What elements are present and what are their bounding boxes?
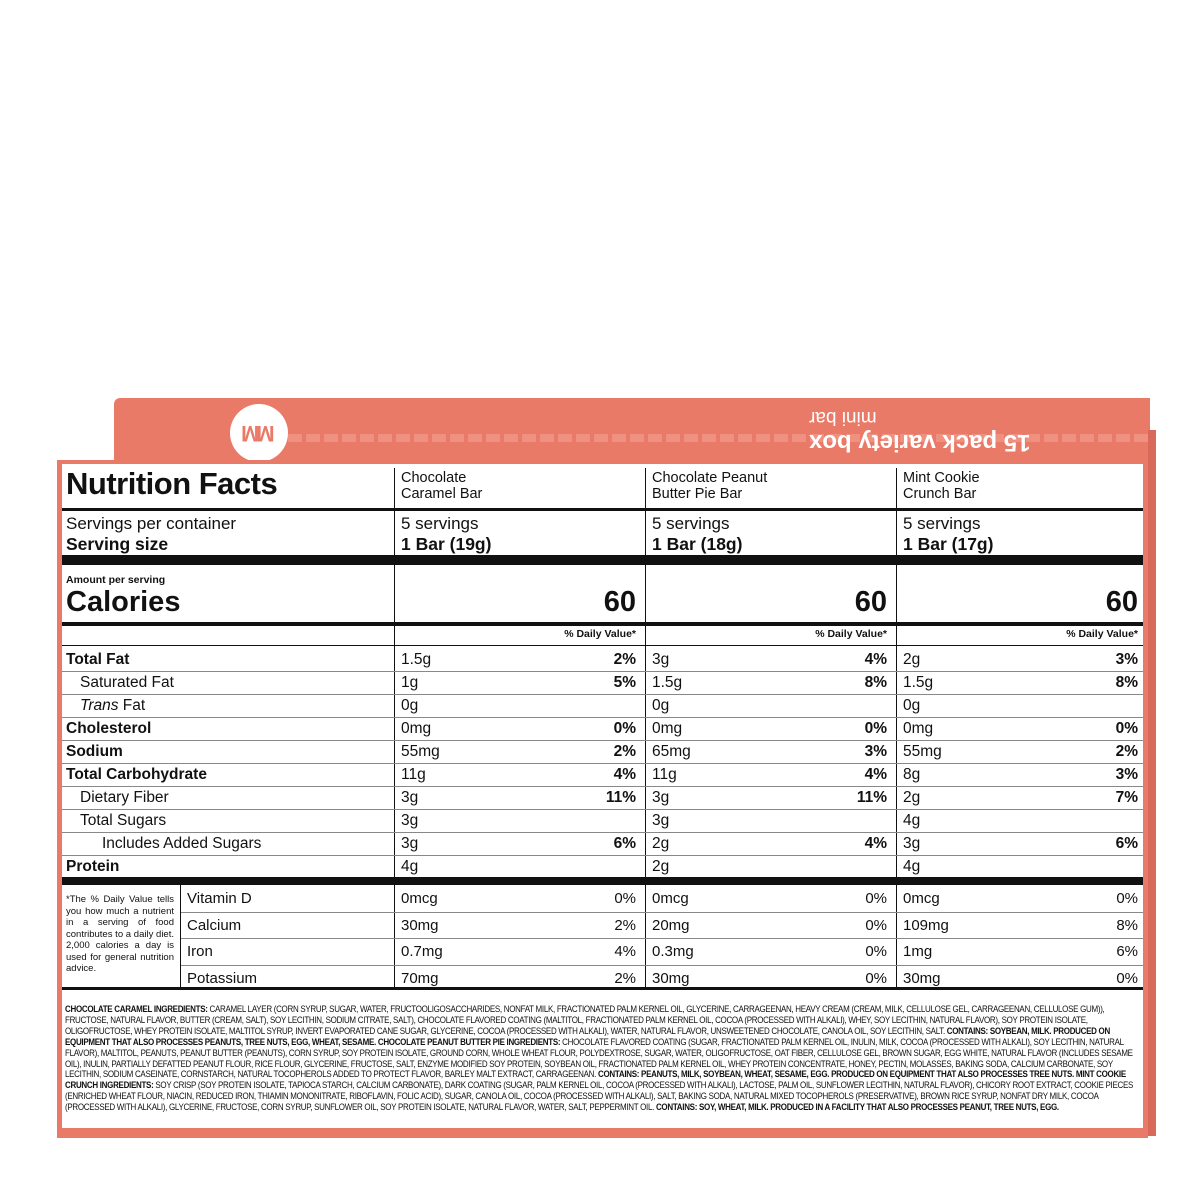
nutrient-dv: 3% — [864, 743, 887, 760]
nutrient-label: Trans Fat — [80, 697, 146, 714]
nutrient-amount: 4g — [401, 858, 419, 875]
nutrient-dv: 0% — [1115, 720, 1138, 737]
vitamin-row — [62, 938, 1143, 965]
vitamin-amount: 0.7mg — [401, 943, 443, 960]
nutrient-row — [62, 809, 1143, 832]
nutrient-label: Dietary Fiber — [80, 789, 169, 806]
vitamin-amount: 0mcg — [401, 890, 438, 907]
nutrient-row — [62, 763, 1143, 786]
rule — [62, 645, 1143, 646]
vitamin-row — [62, 912, 1143, 939]
nutrient-dv: 5% — [613, 674, 636, 691]
label-title: Nutrition Facts — [66, 466, 278, 501]
product-name: Mint Cookie Crunch Bar — [903, 470, 980, 502]
nutrient-dv: 4% — [864, 835, 887, 852]
nutrient-dv: 4% — [864, 651, 887, 668]
nutrient-row — [62, 740, 1143, 763]
nutrient-amount: 0mg — [903, 720, 934, 737]
vitamin-dv: 0% — [865, 890, 887, 907]
vitamin-row — [62, 885, 1143, 912]
vitamin-row — [62, 965, 1143, 992]
ingredients-segment: CONTAINS: PEANUTS, MILK, SOYBEAN, WHEAT, SESAME, EGG. PRODUCED ON EQUIPMENT THAT ALSO PROCESSES TREE NUTS. MINT COOKIE CRUNCH INGREDIENTS: — [65, 1069, 1126, 1091]
nutrient-dv: 4% — [613, 766, 636, 783]
nutrient-dv: 0% — [613, 720, 636, 737]
nutrient-dv: 6% — [613, 835, 636, 852]
nutrient-amount: 3g — [903, 835, 921, 852]
nutrient-dv: 11% — [605, 789, 636, 806]
serving-size-value: 1 Bar (19g) — [401, 534, 492, 554]
nutrient-dv: 2% — [613, 743, 636, 760]
nutrient-amount: 65mg — [652, 743, 691, 760]
nutrient-amount: 1.5g — [652, 674, 683, 691]
nutrient-amount: 2g — [652, 835, 670, 852]
vitamin-label: Iron — [187, 943, 213, 960]
ingredients-segment: CARAMEL LAYER (CORN SYRUP, SUGAR, WATER, FRUCTOOLIGOSACCHARIDES, NONFAT MILK, FRACTIONATED PALM KERNEL OIL, GLYCERINE, CARRAGEENAN, HEAVY CREAM (CREAM, MILK, CELLULOSE GEL, CARRAGEENAN, CELLULOSE GUM)), FRUCTOSE, NATURAL FLAVOR, BUTTER (CREAM, SALT), SOY LECITHIN, SODIUM CITRATE, SALT), CHOCOLATE FLAVORED COATING (MALTITOL, FRACTIONATED PALM KERNEL OIL, COCOA (PROCESSED WITH ALKALI), WHEY, SOY LECITHIN, NATURAL FLAVOR), SOY PROTEIN ISOLATE, OLIGOFRUCTOSE, WHEY PROTEIN ISOLATE, MALTITOL SYRUP, INVERT EVAPORATED CANE SUGAR, GLYCERINE, COCOA (PROCESSED WITH ALKALI), WATER, NATURAL FLAVOR, UNSWEETENED CHOCOLATE, CANOLA OIL, SOY LECITHIN, SALT. — [65, 1004, 1105, 1036]
nutrient-dv: 7% — [1115, 789, 1138, 806]
nutrient-amount: 3g — [401, 789, 419, 806]
servings-value: 5 servings — [401, 514, 479, 533]
nutrient-amount: 8g — [903, 766, 921, 783]
nutrient-amount: 0mg — [652, 720, 683, 737]
rule — [62, 555, 1143, 565]
nutrient-label: Protein — [66, 858, 120, 875]
vitamin-amount: 0mcg — [903, 890, 940, 907]
nutrient-label: Includes Added Sugars — [102, 835, 262, 852]
nutrient-amount: 4g — [903, 858, 921, 875]
nutrient-amount: 3g — [652, 789, 670, 806]
lid-text — [809, 406, 1030, 456]
nutrient-amount: 11g — [401, 766, 426, 783]
nutrient-row — [62, 648, 1143, 671]
rule — [62, 508, 1143, 511]
calories-label: Calories — [66, 586, 181, 618]
nutrient-amount: 2g — [903, 651, 921, 668]
daily-value-header: % Daily Value* — [815, 628, 887, 640]
nutrient-dv: 2% — [613, 651, 636, 668]
calories-value: 60 — [854, 586, 887, 618]
nutrient-amount: 3g — [401, 835, 419, 852]
vitamin-dv: 6% — [1116, 943, 1138, 960]
nutrient-row — [62, 855, 1143, 878]
nutrient-label: Total Sugars — [80, 812, 167, 829]
servings-per-container-label: Servings per container — [66, 514, 237, 533]
ingredients-segment: CONTAINS: SOY, WHEAT, MILK. PRODUCED IN A FACILITY THAT ALSO PROCESSES PEANUT, TREE NUTS, EGG. — [655, 1102, 1059, 1113]
nutrient-amount: 1g — [401, 674, 419, 691]
nutrient-amount: 2g — [652, 858, 670, 875]
nutrient-amount: 0g — [903, 697, 921, 714]
vitamin-dv: 0% — [1116, 969, 1138, 987]
nutrient-row — [62, 671, 1143, 694]
serving-size-value: 1 Bar (18g) — [652, 534, 743, 554]
nutrient-amount: 1.5g — [401, 651, 432, 668]
box-front — [57, 460, 1148, 1138]
vitamin-amount: 70mg — [401, 969, 439, 987]
vitamin-amount: 30mg — [903, 969, 941, 987]
nutrient-label: Saturated Fat — [80, 674, 174, 691]
nutrient-label: Total Carbohydrate — [66, 766, 207, 783]
ingredients-segment: CONTAINS: SOYBEAN, MILK. PRODUCED ON EQUIPMENT THAT ALSO PROCESSES PEANUTS, TREE NUTS, EGG, WHEAT, SESAME. CHOCOLATE PEANUT BUTTER PIE INGREDIENTS: — [65, 1025, 1110, 1047]
daily-value-footnote: *The % Daily Value tells you how much a nutrient in a serving of food contributes to a daily diet. 2,000 calories a day is used for general nutrition advice. — [66, 894, 174, 974]
nutrient-amount: 0g — [652, 697, 670, 714]
nutrient-amount: 1.5g — [903, 674, 934, 691]
footnote-divider — [180, 885, 181, 987]
nutrient-amount: 55mg — [903, 743, 942, 760]
ingredients-segment: SOY CRISP (SOY PROTEIN ISOLATE, TAPIOCA STARCH, CALCIUM CARBONATE), DARK COATING (SUGAR, PALM KERNEL OIL, COCOA (PROCESSED WITH ALKALI), LACTOSE, PALM OIL, SUNFLOWER LECITHIN, NATURAL FLAVOR), CHICORY ROOT EXTRACT, COOKIE PIECES (ENRICHED WHEAT FLOUR, NIACIN, REDUCED IRON, THIAMIN MONONITRATE, RIBOFLAVIN, FOLIC ACID), SUGAR, CANOLA OIL, COCOA (PROCESSED WITH ALKALI), SALT, BAKING SODA, NATURAL MIXED TOCOPHEROLS (PRESERVATIVE), BROWN RICE SYRUP, NONFAT DRY MILK, COCOA (PROCESSED WITH ALKALI), GLYCERINE, FRUCTOSE, CORN SYRUP, SUNFLOWER OIL, SOY PROTEIN ISOLATE, NATURAL FLAVOR, WATER, SALT, PEPPERMINT OIL. — [65, 1080, 1134, 1113]
rule — [62, 877, 1143, 885]
nutrient-dv: 11% — [856, 789, 887, 806]
brand-logo: MM — [230, 404, 288, 462]
nutrient-label: Cholesterol — [66, 720, 152, 737]
nutrient-amount: 0mg — [401, 720, 432, 737]
nutrition-panel — [62, 464, 1143, 1128]
daily-value-header: % Daily Value* — [1066, 628, 1138, 640]
serving-size-value: 1 Bar (17g) — [903, 534, 994, 554]
nutrient-label: Total Fat — [66, 651, 130, 668]
product-name: Chocolate Caramel Bar — [401, 470, 483, 502]
ingredients-text — [65, 1004, 1136, 1113]
nutrient-row — [62, 717, 1143, 740]
nutrient-dv: 0% — [864, 720, 887, 737]
amount-per-serving: Amount per serving — [66, 574, 166, 586]
nutrient-amount: 0g — [401, 697, 419, 714]
nutrient-amount: 3g — [401, 812, 419, 829]
servings-value: 5 servings — [903, 514, 981, 533]
ingredients-segment: CHOCOLATE CARAMEL INGREDIENTS: — [65, 1004, 210, 1014]
nutrient-amount: 4g — [903, 812, 921, 829]
vitamin-amount: 30mg — [652, 969, 690, 987]
nutrient-row — [62, 786, 1143, 809]
box-lid — [114, 398, 1150, 460]
nutrient-dv: 4% — [864, 766, 887, 783]
vitamin-label: Potassium — [187, 969, 258, 987]
vitamin-amount: 0.3mg — [652, 943, 694, 960]
vitamin-dv: 0% — [865, 969, 887, 987]
vitamin-amount: 20mg — [652, 916, 690, 934]
vitamin-dv: 0% — [865, 943, 887, 960]
vitamin-amount: 1mg — [903, 943, 933, 960]
vitamin-label: Calcium — [187, 916, 242, 934]
nutrient-amount: 11g — [652, 766, 677, 783]
nutrient-dv: 8% — [1115, 674, 1138, 691]
vitamin-dv: 2% — [614, 969, 636, 987]
nutrient-row — [62, 832, 1143, 855]
nutrient-row — [62, 694, 1143, 717]
vitamin-dv: 2% — [614, 916, 636, 934]
serving-size-label: Serving size — [66, 534, 169, 554]
nutrient-amount: 55mg — [401, 743, 440, 760]
daily-value-header: % Daily Value* — [564, 628, 636, 640]
vitamin-label: Vitamin D — [187, 890, 252, 907]
nutrient-dv: 6% — [1115, 835, 1138, 852]
nutrient-amount: 2g — [903, 789, 921, 806]
vitamin-dv: 0% — [1116, 890, 1138, 907]
vitamin-amount: 109mg — [903, 916, 949, 934]
rule — [62, 622, 1143, 626]
vitamin-dv: 0% — [614, 890, 636, 907]
lid-title: 15 pack variety box — [808, 429, 1030, 456]
vitamin-amount: 0mcg — [652, 890, 689, 907]
vitamin-dv: 4% — [614, 943, 636, 960]
calories-value: 60 — [1105, 586, 1138, 618]
product-name: Chocolate Peanut Butter Pie Bar — [652, 470, 768, 502]
box-side — [1148, 430, 1156, 1136]
nutrient-dv: 3% — [1115, 766, 1138, 783]
nutrient-dv: 8% — [864, 674, 887, 691]
nutrient-dv: 3% — [1115, 651, 1138, 668]
nutrient-amount: 3g — [652, 651, 670, 668]
vitamin-dv: 8% — [1116, 916, 1138, 934]
vitamin-dv: 0% — [865, 916, 887, 934]
vitamin-amount: 30mg — [401, 916, 439, 934]
lid-subtitle: mini bar — [808, 407, 877, 428]
calories-value: 60 — [603, 586, 636, 618]
servings-value: 5 servings — [652, 514, 730, 533]
nutrient-amount: 3g — [652, 812, 670, 829]
nutrient-dv: 2% — [1115, 743, 1138, 760]
nutrient-label: Sodium — [66, 743, 123, 760]
ingredients-segment: CHOCOLATE FLAVORED COATING (SUGAR, FRACTIONATED PALM KERNEL OIL, INULIN, MILK, COCOA (PROCESSED WITH ALKALI), SOY LECITHIN, NATURAL FLAVOR), MALTITOL, PEANUTS, PEANUT BUTTER (PEANUTS), CORN SYRUP, SOY PROTEIN ISOLATE, GROUND CORN, WHOLE WHEAT FLOUR, POLYDEXTROSE, SUGAR, WATER, OLIGOFRUCTOSE, OAT FIBER, CELLULOSE GEL, BROWN SUGAR, EGG WHITE, NATURAL FLAVOR (INCLUDES SESAME OIL), INULIN, PARTIALLY DEFATTED PEANUT FLOUR, RICE FLOUR, GLYCERINE, FRUCTOSE, SALT, ENZYME MODIFIED SOY PROTEIN, SOYBEAN OIL, FRACTIONATED PALM KERNEL OIL, WHEY PROTEIN CONCENTRATE, HONEY, PECTIN, MOLASSES, BAKING SODA, CALCIUM CARBONATE, SOY LECITHIN, SODIUM CASEINATE, CORNSTARCH, NATURAL TOCOPHEROLS ADDED TO PROTECT FLAVOR, BARLEY MALT EXTRACT, CARRAGEENAN. — [65, 1036, 1133, 1080]
